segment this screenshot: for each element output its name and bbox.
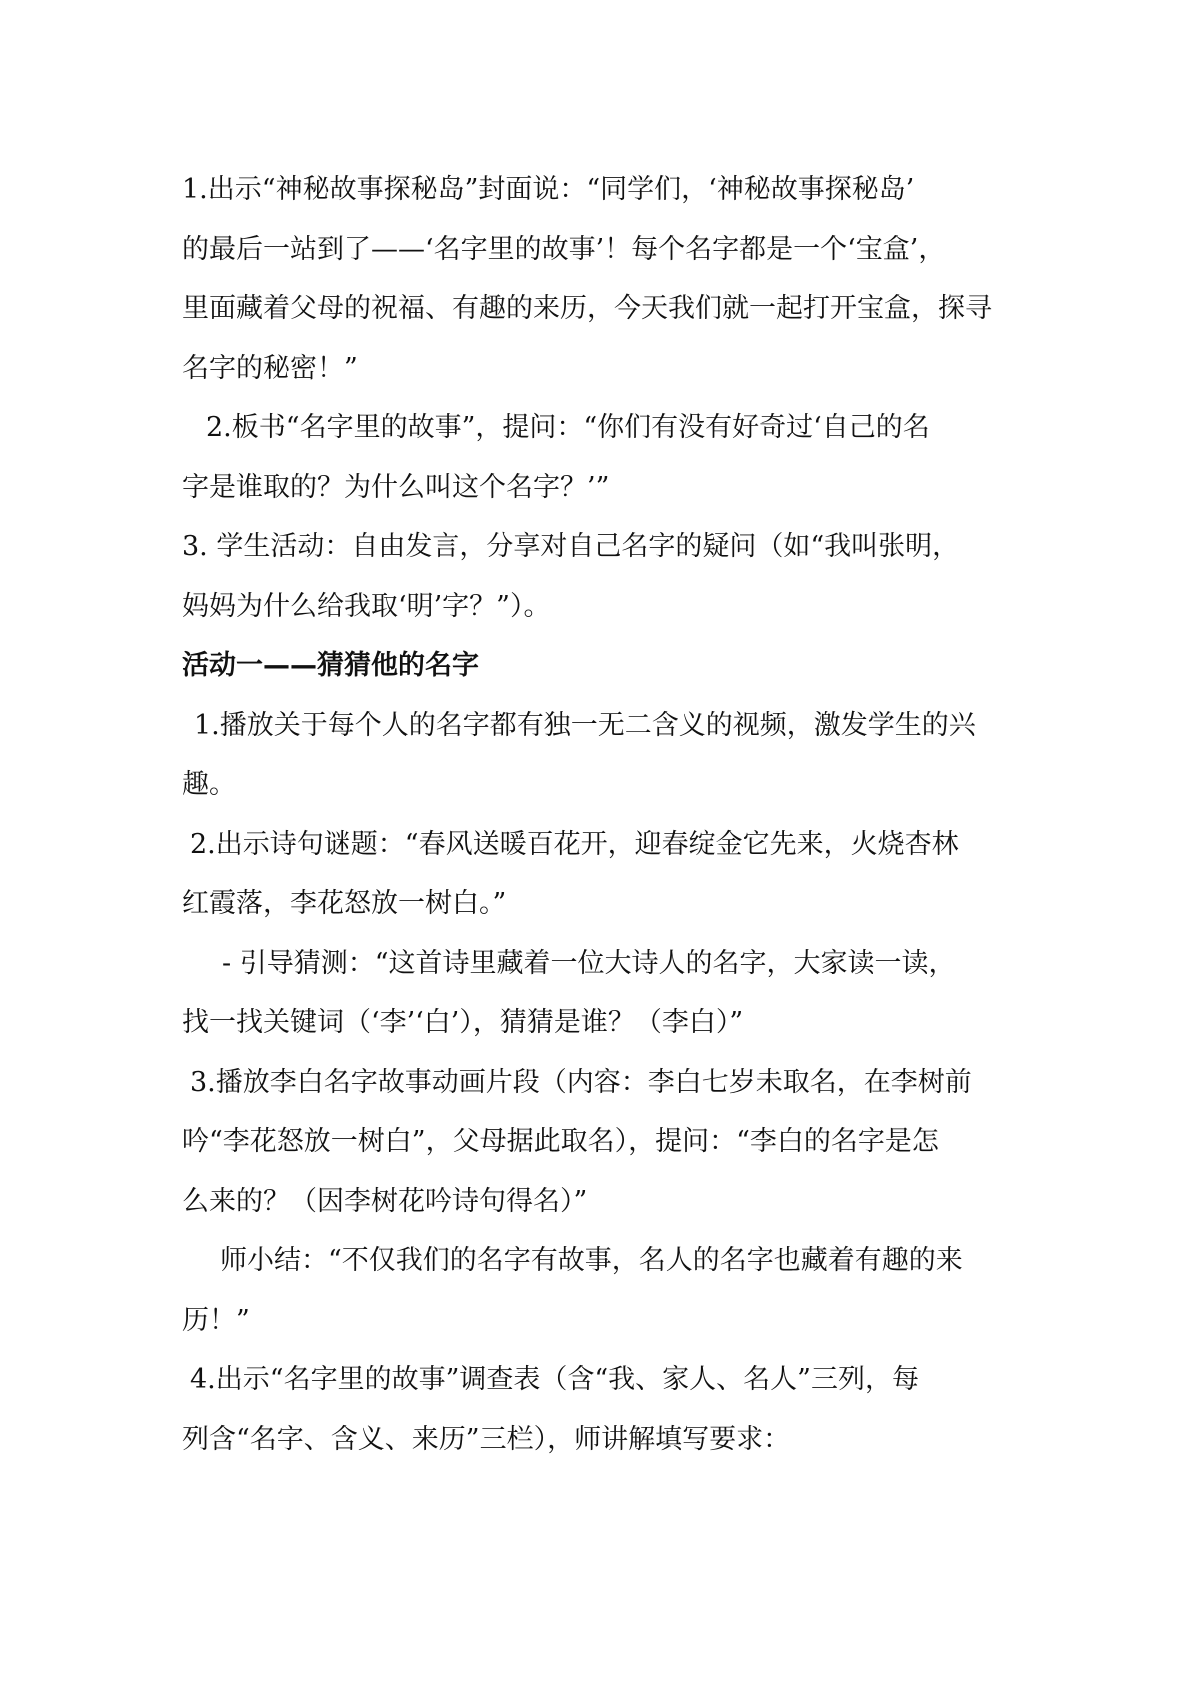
text-line: 1.播放关于每个人的名字都有独一无二含义的视频，激发学生的兴: [194, 709, 976, 741]
section-heading: 活动一——猜猜他的名字: [182, 650, 479, 681]
activity-paragraph-1: [182, 696, 1032, 815]
text-line: 吟“李花怒放一树白”，父母据此取名），提问：“李白的名字是怎: [182, 1126, 939, 1157]
text-line: 历！”: [182, 1304, 250, 1336]
activity-paragraph-2b: [182, 934, 1032, 1053]
text-line: 红霞落，李花怒放一树白。”: [182, 888, 507, 919]
text-line: 1.出示“神秘故事探秘岛”封面说：“同学们，‘神秘故事探秘岛’: [182, 174, 915, 205]
text-line: 3.播放李白名字故事动画片段（内容：李白七岁未取名，在李树前: [190, 1066, 972, 1098]
text-line: 找一找关键词（‘李’‘白’），猜猜是谁？（李白）”: [182, 1007, 744, 1038]
intro-paragraph-2: [182, 398, 1032, 517]
text-line: - 引导猜测：“这首诗里藏着一位大诗人的名字，大家读一读，: [222, 947, 956, 979]
intro-paragraph-1: [182, 160, 1032, 398]
text-line: 字是谁取的？为什么叫这个名字？’”: [182, 471, 610, 503]
text-line: 2.板书“名字里的故事”，提问：“你们有没有好奇过‘自己的名: [206, 412, 930, 443]
text-line: 的最后一站到了——‘名字里的故事’！每个名字都是一个‘宝盒’，: [182, 233, 946, 265]
text-line: 师小结：“不仅我们的名字有故事，名人的名字也藏着有趣的来: [220, 1245, 963, 1276]
document-body: [182, 160, 1032, 1469]
activity-paragraph-4: [182, 1350, 1032, 1469]
activity-paragraph-2: [182, 815, 1032, 934]
intro-paragraph-3: [182, 517, 1032, 636]
text-line: 列含“名字、含义、来历”三栏），师讲解填写要求：: [182, 1423, 791, 1455]
text-line: 里面藏着父母的祝福、有趣的来历，今天我们就一起打开宝盒，探寻: [182, 293, 992, 324]
text-line: 么来的？（因李树花吟诗句得名）”: [182, 1185, 588, 1217]
text-line: 2.出示诗句谜题：“春风送暖百花开，迎春绽金它先来，火烧杏林: [190, 828, 959, 860]
activity-paragraph-3b: [182, 1231, 1032, 1350]
text-line: 趣。: [182, 769, 236, 800]
text-line: 3. 学生活动：自由发言，分享对自己名字的疑问（如“我叫张明，: [182, 531, 960, 562]
activity-paragraph-3: [182, 1053, 1032, 1232]
text-line: 妈妈为什么给我取‘明’字？”）。: [182, 590, 551, 622]
text-line: 4.出示“名字里的故事”调查表（含“我、家人、名人”三列，每: [190, 1364, 919, 1395]
text-line: 名字的秘密！”: [182, 352, 358, 384]
